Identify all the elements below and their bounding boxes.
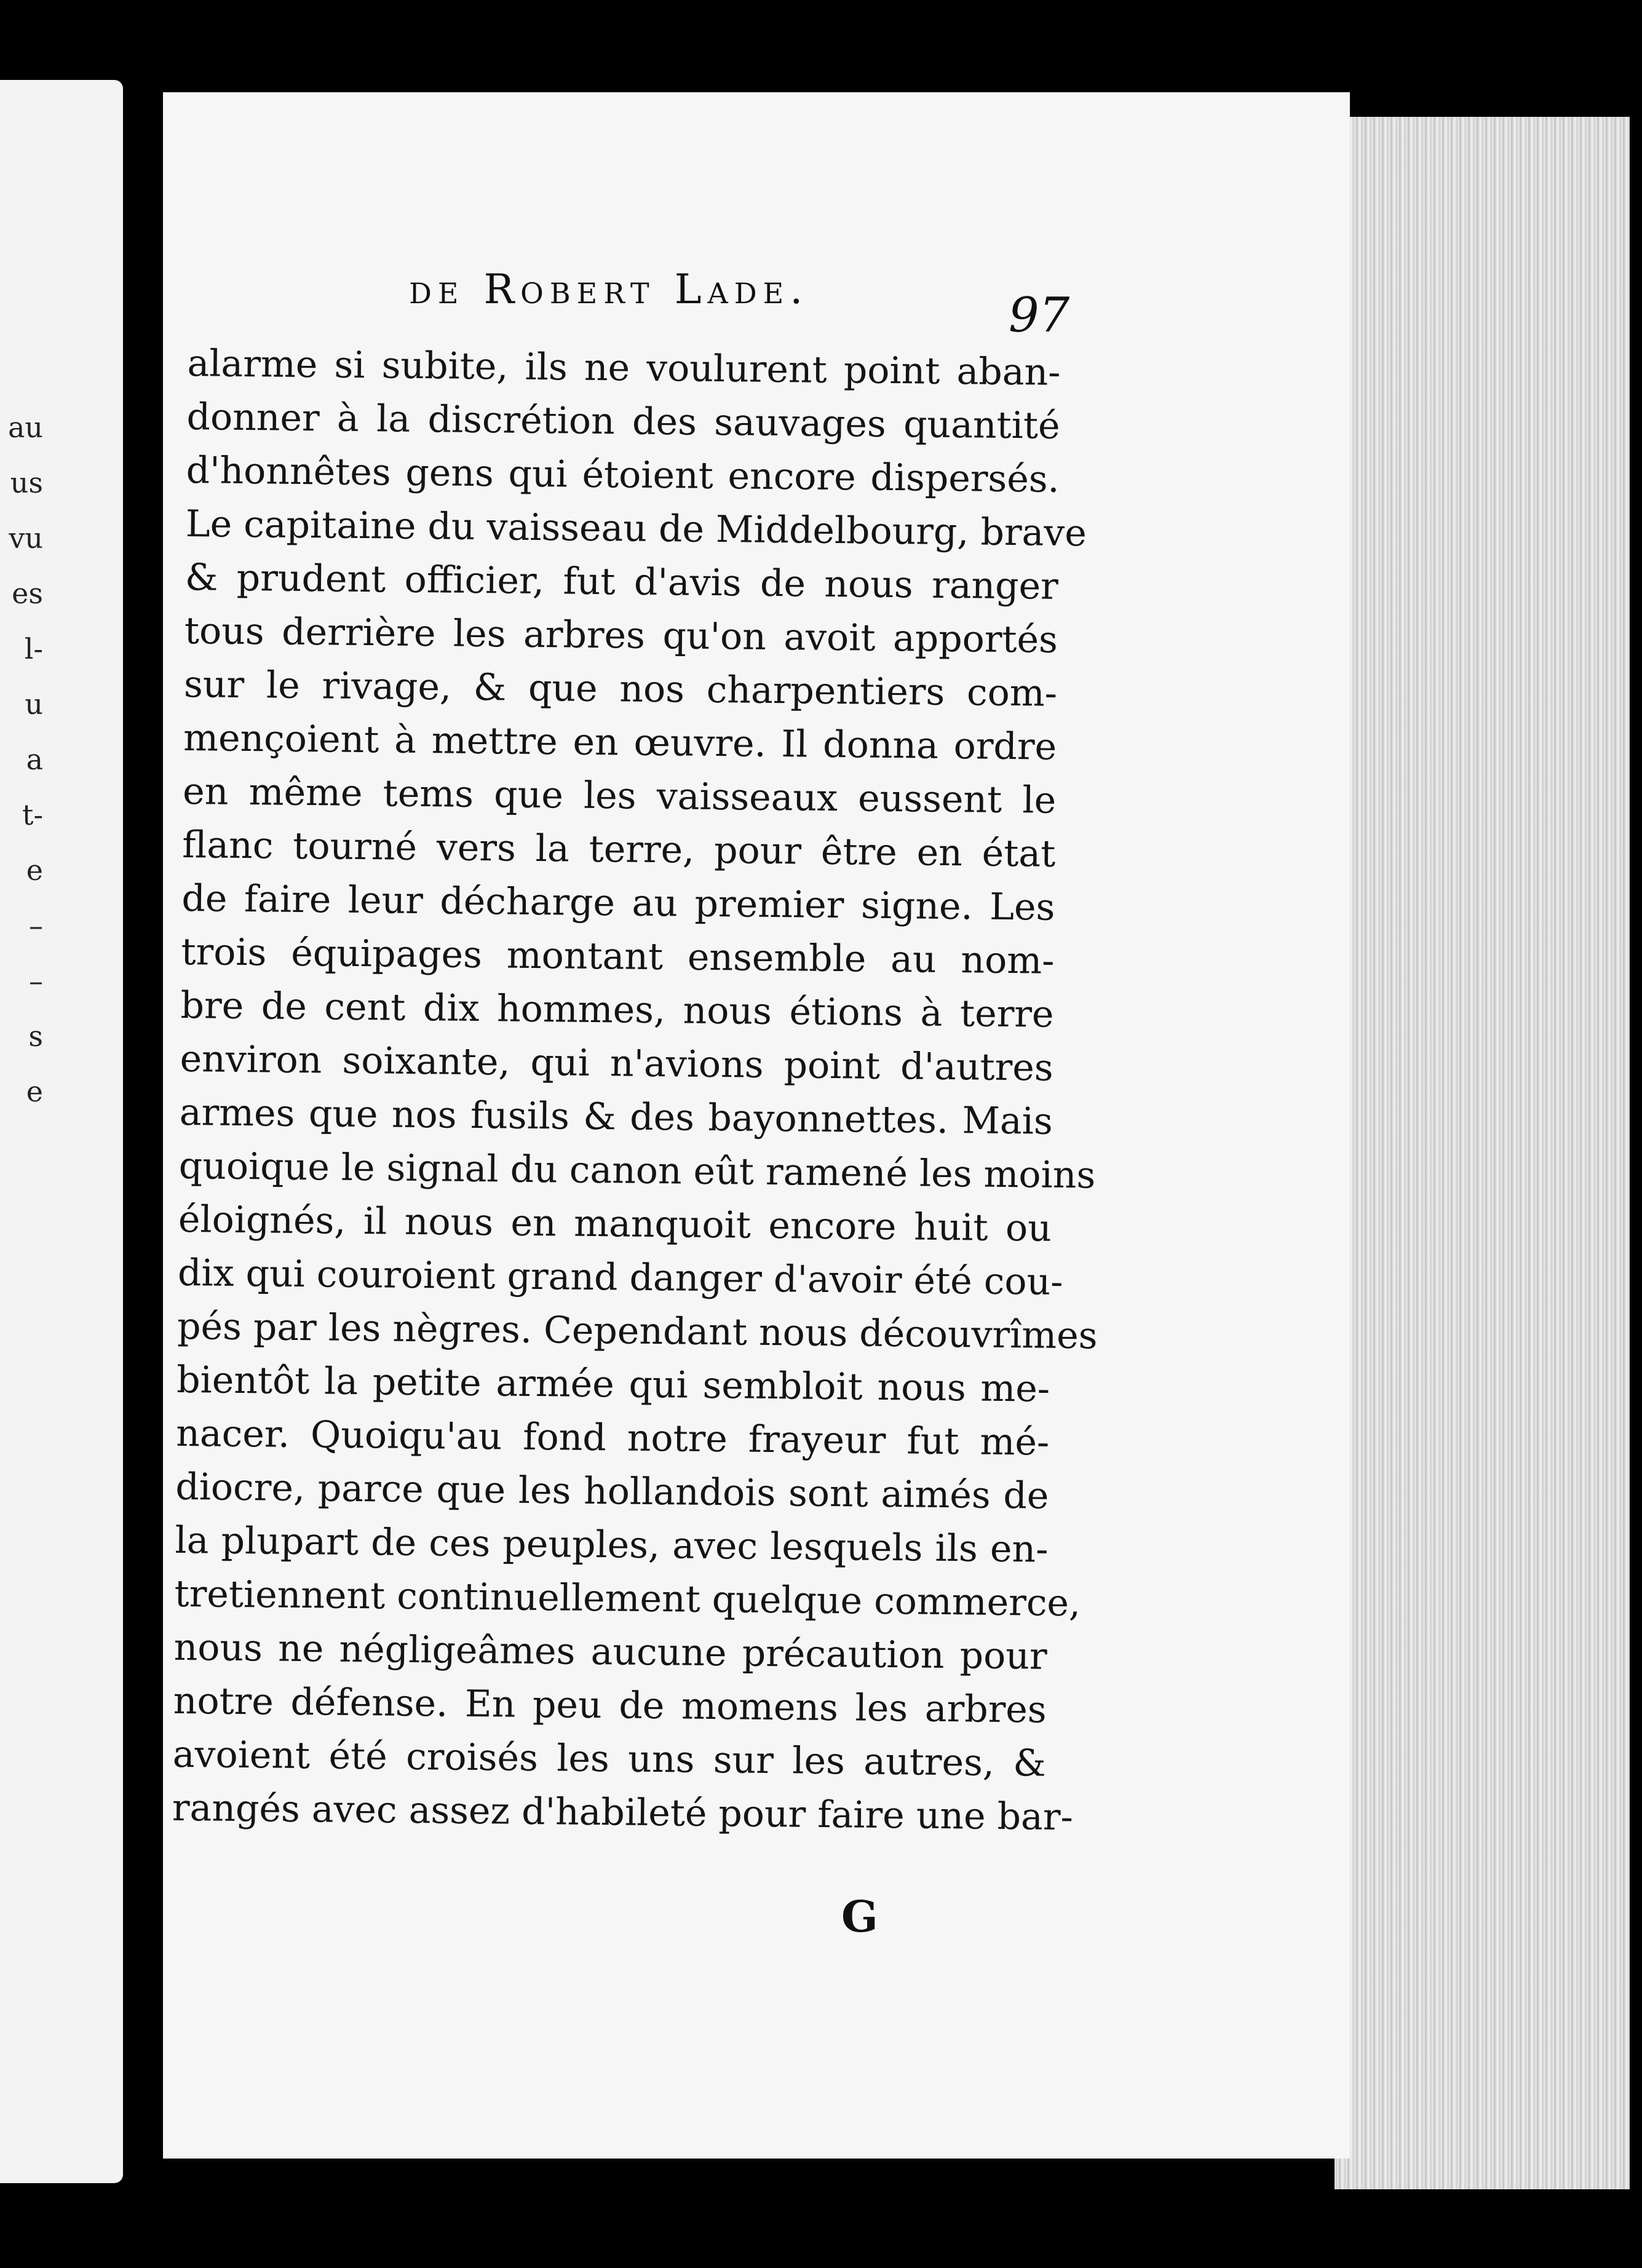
text-line: diocre, parce que les hollandois sont aimés de xyxy=(175,1465,1049,1518)
text-line: armes que nos fusils & des bayonnettes. Mais xyxy=(179,1090,1053,1143)
edge-fragment: l- xyxy=(24,632,43,665)
text-line: la plupart de ces peuples, avec lesquels ils en- xyxy=(175,1518,1049,1571)
text-line: environ soixante, qui n'avions point d'autres xyxy=(180,1037,1053,1090)
page-block-fore-edge xyxy=(1335,117,1630,2189)
text-line: tretiennent continuellement quelque commerce, xyxy=(174,1572,1081,1625)
edge-fragment: vu xyxy=(9,521,43,555)
page-number: 97 xyxy=(1009,288,1070,343)
text-line: bre de cent dix hommes, nous étions à terre xyxy=(180,983,1054,1036)
edge-fragment: s xyxy=(28,1020,43,1053)
text-line: alarme si subite, ils ne voulurent point aban- xyxy=(187,341,1061,394)
edge-fragment: – xyxy=(29,964,43,997)
edge-fragment: – xyxy=(29,909,43,942)
edge-fragment: a xyxy=(26,743,43,776)
signature-mark: G xyxy=(841,1891,878,1942)
text-line: d'honnêtes gens qui étoient encore dispersés. xyxy=(186,448,1060,501)
text-line: nacer. Quoiqu'au fond notre frayeur fut mé- xyxy=(175,1411,1050,1464)
text-line: éloignés, il nous en manquoit encore huit ou xyxy=(178,1197,1052,1250)
text-line: rangés avec assez d'habileté pour faire une bar- xyxy=(172,1786,1074,1839)
text-line: bientôt la petite armée qui sembloit nous me- xyxy=(176,1358,1050,1411)
edge-fragment: u xyxy=(25,688,43,721)
left-page-edge-text xyxy=(0,400,43,1119)
text-line: donner à la discrétion des sauvages quantité xyxy=(186,395,1060,448)
text-line: sur le rivage, & que nos charpentiers com- xyxy=(183,662,1058,715)
text-line: de faire leur décharge au premier signe. Les xyxy=(181,876,1055,929)
text-line: Le capitaine du vaisseau de Middelbourg, brave xyxy=(185,502,1087,555)
text-line: mençoient à mettre en œuvre. Il donna ordre xyxy=(183,716,1057,769)
text-line: nous ne négligeâmes aucune précaution pour xyxy=(173,1625,1047,1678)
text-line: avoient été croisés les uns sur les autres, & xyxy=(172,1732,1047,1785)
text-line: notre défense. En peu de momens les arbres xyxy=(173,1679,1047,1732)
edge-fragment: au xyxy=(7,411,43,444)
body-text xyxy=(172,337,1098,1844)
edge-fragment: e xyxy=(26,854,43,887)
running-head: de Robert Lade. xyxy=(409,266,809,313)
text-line: quoique le signal du canon eût ramené les moins xyxy=(178,1144,1096,1197)
text-line: en même tems que les vaisseaux eussent le xyxy=(182,769,1057,822)
left-facing-page xyxy=(0,80,123,2183)
edge-fragment: e xyxy=(26,1075,43,1108)
edge-fragment: t- xyxy=(22,798,43,831)
text-line: pés par les nègres. Cependant nous découvrîmes xyxy=(176,1304,1098,1358)
text-line: dix qui couroient grand danger d'avoir été cou- xyxy=(177,1251,1063,1304)
text-line: tous derrière les arbres qu'on avoit apportés xyxy=(184,609,1058,662)
edge-fragment: es xyxy=(12,577,43,610)
text-line: & prudent officier, fut d'avis de nous ranger xyxy=(184,555,1059,608)
text-line: flanc tourné vers la terre, pour être en état xyxy=(181,823,1056,876)
text-line: trois équipages montant ensemble au nom- xyxy=(181,930,1055,983)
edge-fragment: us xyxy=(10,466,43,499)
